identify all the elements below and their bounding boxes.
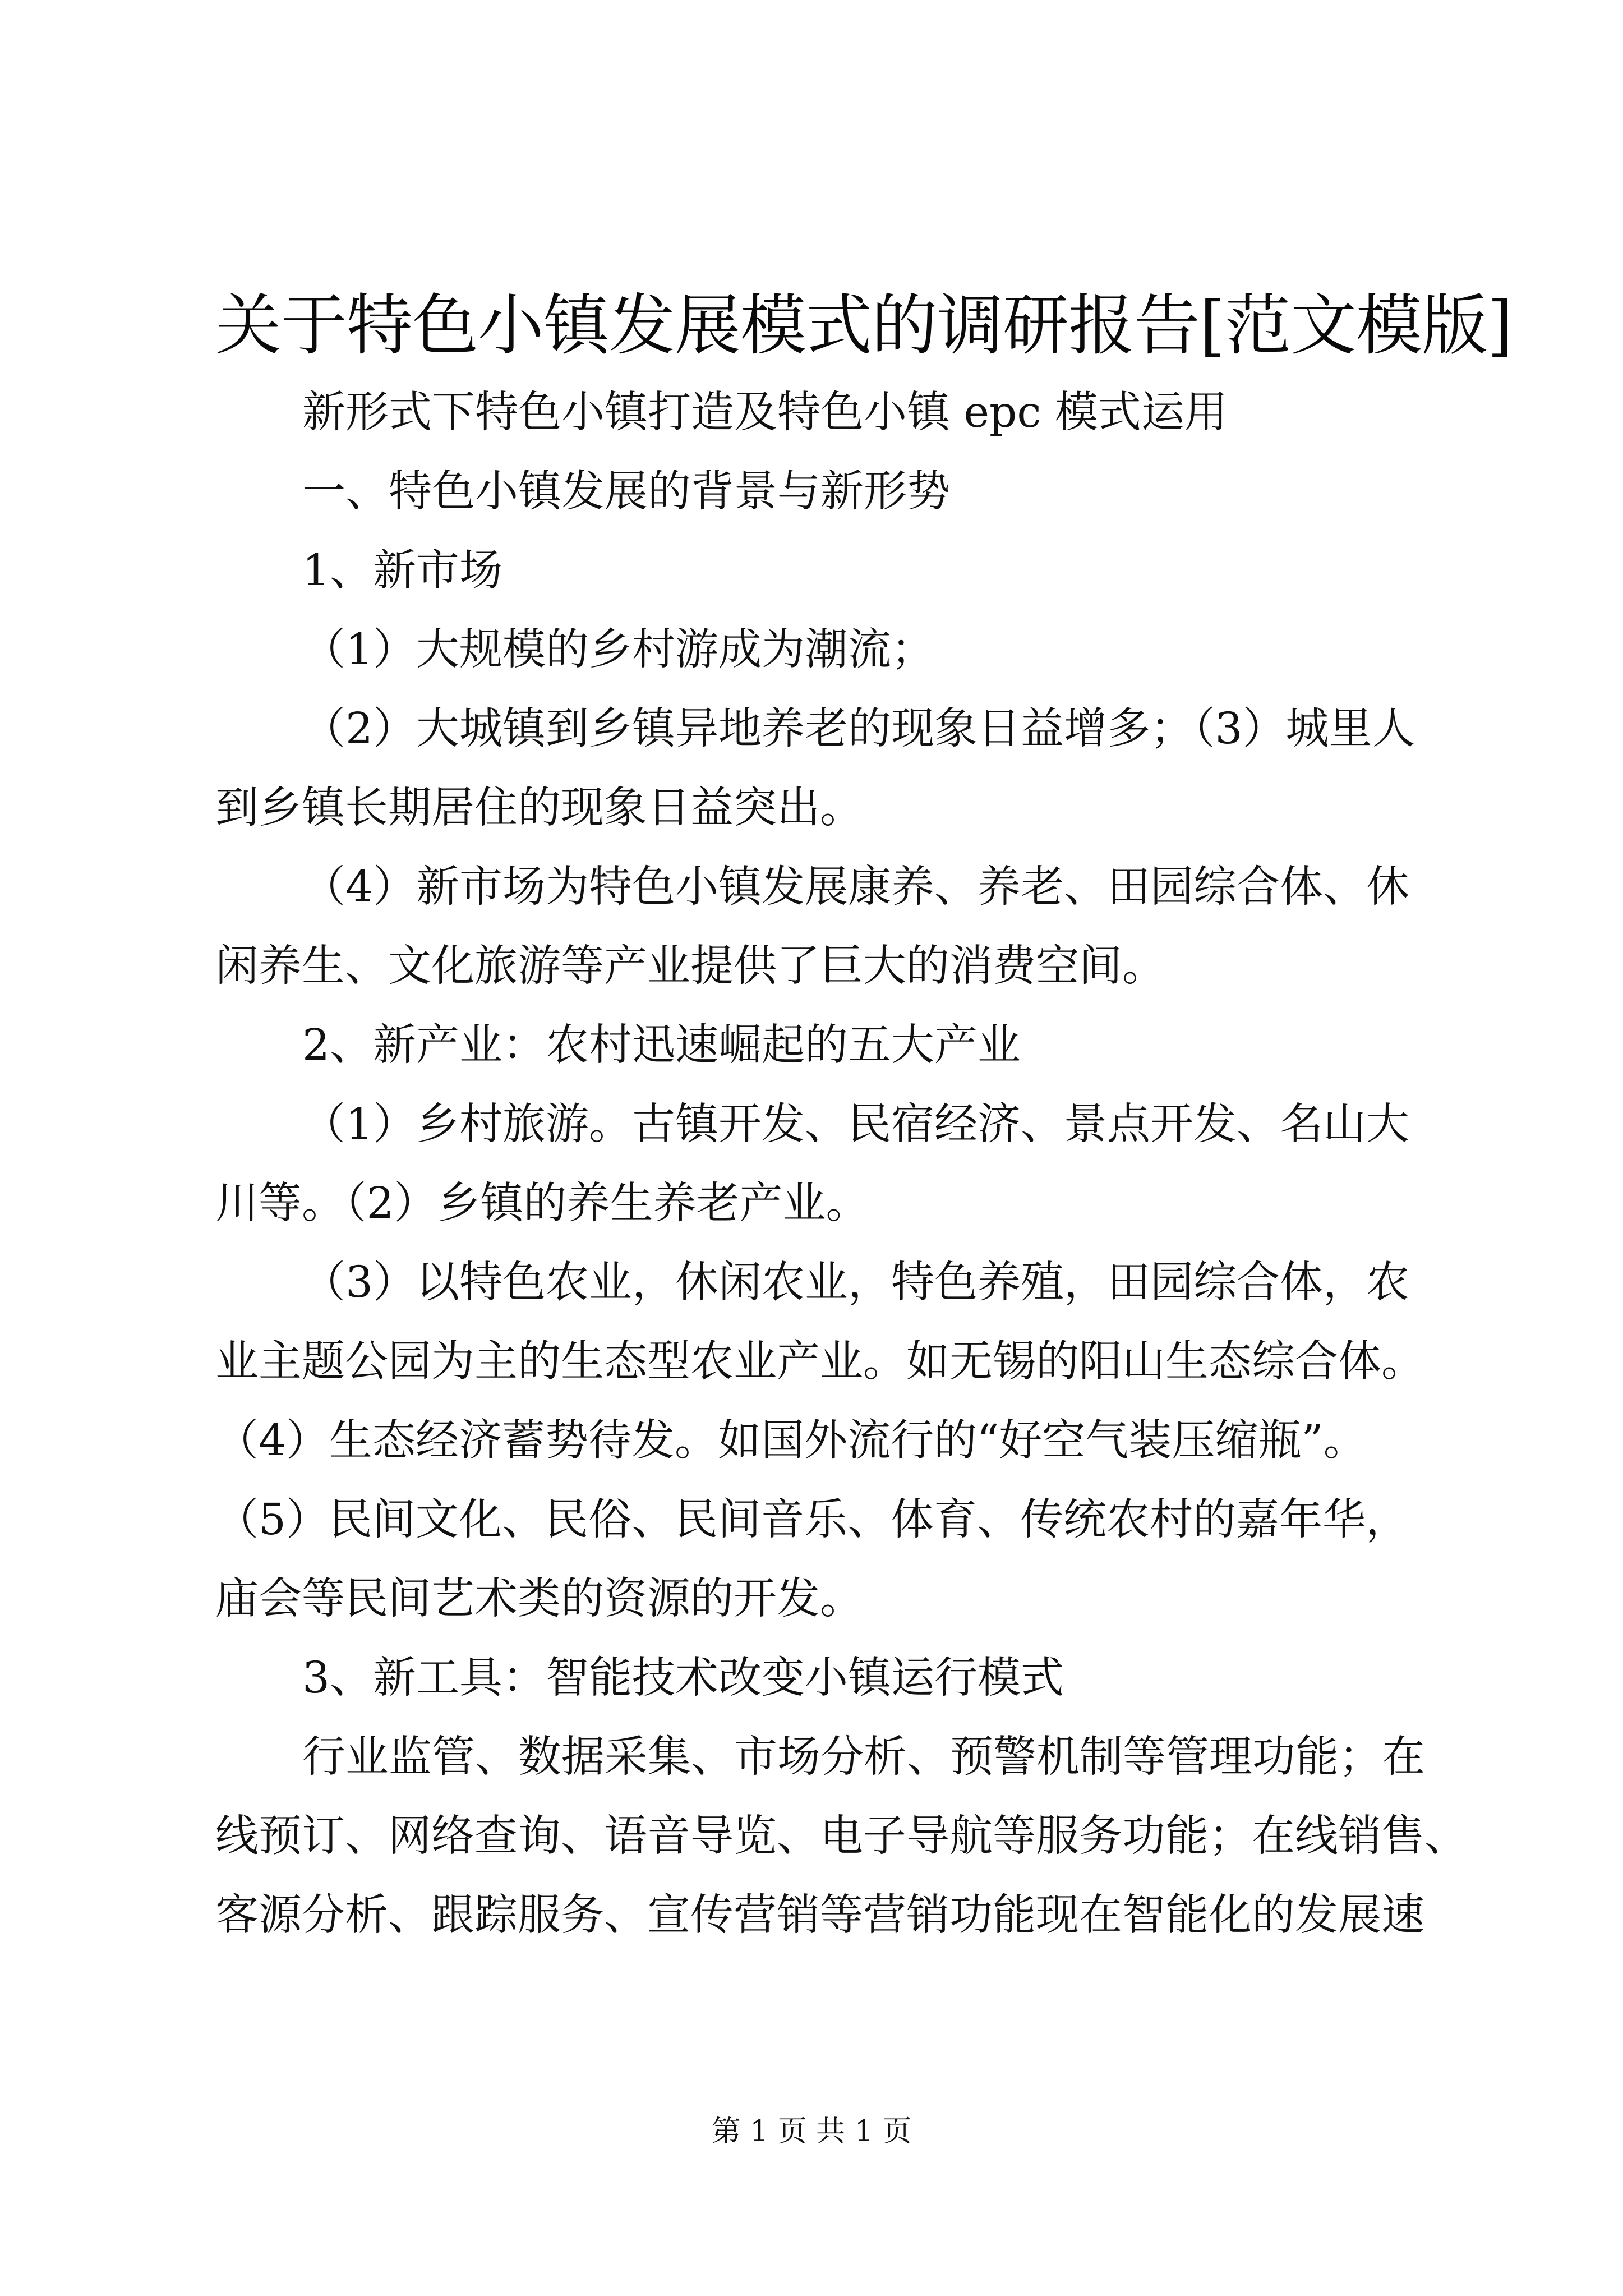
paragraph-line: （4）生态经济蓄势待发。如国外流行的“好空气装压缩瓶”。: [215, 1416, 1367, 1466]
paragraph-line: （5）民间文化、民俗、民间音乐、体育、传统农村的嘉年华，: [215, 1495, 1409, 1545]
paragraph-line: 闲养生、文化旅游等产业提供了巨大的消费空间。: [215, 941, 1165, 991]
paragraph-line: 行业监管、数据采集、市场分析、预警机制等管理功能；在: [302, 1732, 1425, 1782]
subsection-heading: 3、新工具：智能技术改变小镇运行模式: [302, 1653, 1064, 1703]
subtitle-line: 新形式下特色小镇打造及特色小镇 epc 模式运用: [302, 388, 1228, 438]
section-heading: 一、特色小镇发展的背景与新形势: [302, 467, 950, 517]
paragraph-line: 线预订、网络查询、语音导览、电子导航等服务功能；在线销售、: [215, 1811, 1468, 1861]
paragraph-line: （4）新市场为特色小镇发展康养、养老、田园综合体、休: [302, 862, 1409, 912]
page-footer: 第 1 页 共 1 页: [711, 2115, 912, 2148]
paragraph-line: 业主题公园为主的生态型农业产业。如无锡的阳山生态综合体。: [215, 1337, 1424, 1387]
subsection-heading: 1、新市场: [302, 546, 502, 596]
document-body: [215, 373, 1468, 1955]
paragraph-line: （3）以特色农业，休闲农业，特色养殖，田园综合体，农: [302, 1258, 1409, 1308]
paragraph-line: （1）乡村旅游。古镇开发、民宿经济、景点开发、名山大: [302, 1099, 1409, 1149]
paragraph-line: （2）大城镇到乡镇异地养老的现象日益增多；（3）城里人: [302, 704, 1415, 754]
subsection-heading: 2、新产业：农村迅速崛起的五大产业: [302, 1020, 1021, 1070]
paragraph-line: 客源分析、跟踪服务、宣传营销等营销功能现在智能化的发展速: [215, 1890, 1424, 1940]
paragraph-line: （1）大规模的乡村游成为潮流；: [302, 625, 934, 675]
paragraph-line: 庙会等民间艺术类的资源的开发。: [215, 1574, 863, 1624]
document-title: 关于特色小镇发展模式的调研报告[范文模版]: [215, 287, 1513, 364]
paragraph-line: 川等。（2）乡镇的养生养老产业。: [215, 1179, 869, 1228]
paragraph-line: 到乡镇长期居住的现象日益突出。: [215, 783, 863, 833]
